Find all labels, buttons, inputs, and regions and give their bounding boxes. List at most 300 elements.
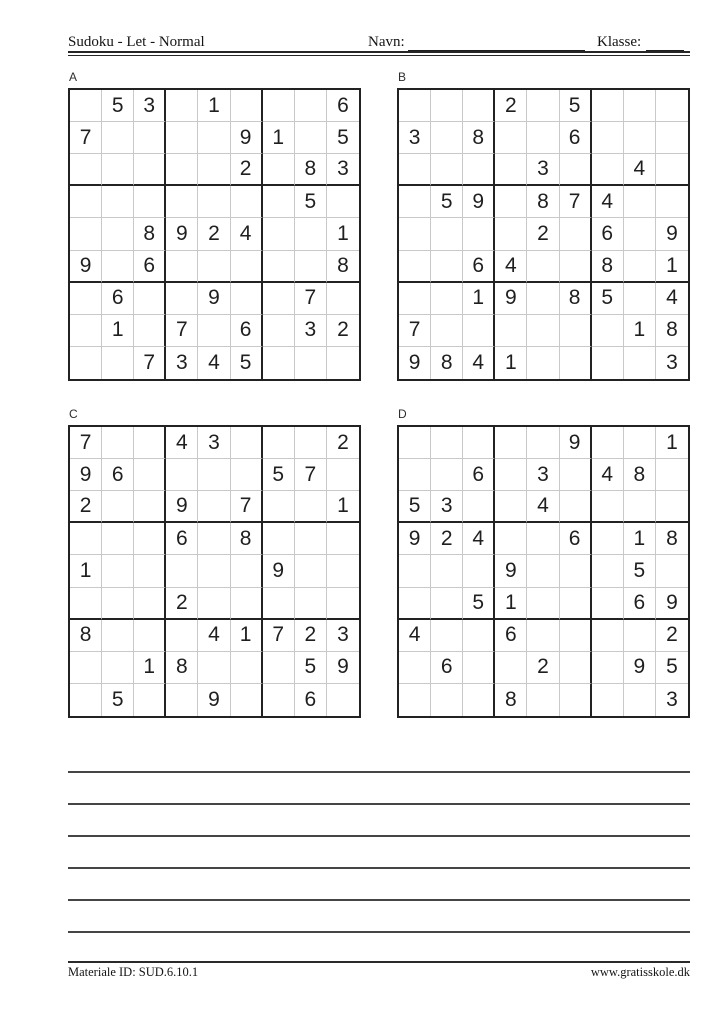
sudoku-cell: 8 [431,347,463,379]
sudoku-cell [166,251,198,283]
sudoku-cell [495,652,527,684]
sudoku-cell [592,555,624,587]
sudoku-cell: 9 [327,652,359,684]
sudoku-cell [399,218,431,250]
sudoku-cell [560,315,592,347]
sudoku-cell: 3 [198,427,230,459]
sudoku-cell: 4 [231,218,263,250]
sudoku-cell: 7 [166,315,198,347]
sudoku-cell: 5 [102,684,134,716]
sudoku-cell: 1 [134,652,166,684]
sudoku-cell: 5 [431,186,463,218]
sudoku-cell [431,283,463,315]
sudoku-cell: 3 [666,687,678,711]
sudoku-cell [624,620,656,652]
sudoku-cell [295,122,327,154]
sudoku-cell [624,347,656,379]
sudoku-cell [560,620,592,652]
sudoku-cell: 1 [327,491,359,523]
sudoku-cell [399,251,431,283]
sudoku-cell: 6 [134,251,166,283]
sudoku-cell [527,555,559,587]
sudoku-cell: 6 [463,459,495,491]
sudoku-cell [231,283,263,315]
sudoku-cell: 6 [295,684,327,716]
sudoku-cell: 2 [527,652,559,684]
sudoku-cell [656,491,688,523]
sudoku-cell: 9 [399,347,431,379]
writing-line [68,899,690,901]
sudoku-cell: 9 [463,186,495,218]
writing-lines-section [68,771,690,933]
sudoku-cell [231,684,263,716]
sudoku-cell [198,555,230,587]
sudoku-cell: 3 [527,154,559,186]
sudoku-cell [656,90,688,122]
sudoku-cell [263,684,295,716]
sudoku-cell [102,523,134,555]
sudoku-cell: 2 [527,218,559,250]
page-title: Sudoku - Let - Normal [68,34,205,50]
sudoku-cell [399,459,431,491]
sudoku-grid-a [68,88,361,381]
sudoku-cell [198,251,230,283]
sudoku-cell [431,218,463,250]
sudoku-cell [295,251,327,283]
sudoku-cell: 5 [295,186,327,218]
sudoku-cell [166,154,198,186]
sudoku-cell [198,186,230,218]
sudoku-cell [431,90,463,122]
sudoku-cell [198,652,230,684]
sudoku-cell: 7 [231,491,263,523]
sudoku-cell [295,588,327,620]
sudoku-cell [295,427,327,459]
sudoku-cell [134,555,166,587]
sudoku-cell [134,122,166,154]
sudoku-cell [431,684,463,716]
sudoku-cell: 5 [463,588,495,620]
sudoku-cell: 3 [134,90,166,122]
sudoku-grid-b [397,88,690,381]
sudoku-cell [399,283,431,315]
sudoku-cell [295,523,327,555]
sudoku-cell [134,427,166,459]
sudoku-cell [327,459,359,491]
sudoku-cell [592,427,624,459]
sudoku-cell [656,459,688,491]
sudoku-cell: 8 [527,186,559,218]
sudoku-cell: 2 [166,588,198,620]
sudoku-cell [656,186,688,218]
sudoku-cell: 8 [463,122,495,154]
sudoku-cell [327,186,359,218]
sudoku-cell [592,588,624,620]
sudoku-cell [134,620,166,652]
footer-rule [68,961,690,963]
puzzle-a [68,70,361,381]
website-text: www.gratisskole.dk [590,965,690,979]
sudoku-cell: 7 [560,186,592,218]
sudoku-cell [527,90,559,122]
sudoku-cell [231,555,263,587]
sudoku-cell [592,122,624,154]
sudoku-cell [198,588,230,620]
puzzle-d-label: D [398,407,407,421]
sudoku-cell: 7 [295,283,327,315]
sudoku-cell [198,491,230,523]
sudoku-cell: 9 [231,122,263,154]
sudoku-cell [327,347,359,379]
sudoku-cell [166,90,198,122]
sudoku-cell [463,491,495,523]
sudoku-cell [102,427,134,459]
sudoku-cell [399,555,431,587]
sudoku-cell [263,588,295,620]
sudoku-cell: 9 [656,588,688,620]
sudoku-cell [198,315,230,347]
sudoku-cell [70,154,102,186]
sudoku-cell: 1 [327,218,359,250]
sudoku-cell [463,684,495,716]
sudoku-cell [263,154,295,186]
sudoku-cell: 4 [624,154,656,186]
sudoku-cell: 6 [592,218,624,250]
sudoku-cell: 5 [231,347,263,379]
sudoku-cell [592,491,624,523]
sudoku-cell [102,652,134,684]
sudoku-cell: 5 [263,459,295,491]
sudoku-cell: 3 [327,620,359,652]
sudoku-cell [399,684,431,716]
sudoku-cell [102,347,134,379]
sudoku-cell [495,491,527,523]
sudoku-cell [560,251,592,283]
sudoku-cell: 5 [656,652,688,684]
sudoku-cell [527,523,559,555]
sudoku-cell [70,315,102,347]
sudoku-cell [463,315,495,347]
sudoku-cell [495,427,527,459]
sudoku-cell [560,218,592,250]
sudoku-cell: 8 [656,523,688,555]
sudoku-cell: 4 [495,251,527,283]
sudoku-cell: 9 [495,555,527,587]
material-id-text: Materiale ID: SUD.6.10.1 [68,965,199,979]
sudoku-cell [102,154,134,186]
sudoku-cell: 5 [560,90,592,122]
puzzle-a-label: A [69,70,78,84]
sudoku-cell [134,283,166,315]
sudoku-cell [431,555,463,587]
sudoku-cell [166,186,198,218]
sudoku-cell: 5 [327,122,359,154]
sudoku-cell: 9 [70,251,102,283]
sudoku-cell [560,154,592,186]
sudoku-cell [102,620,134,652]
sudoku-cell: 6 [102,283,134,315]
sudoku-cell: 4 [592,186,624,218]
sudoku-cell [263,315,295,347]
sudoku-cell [327,588,359,620]
sudoku-cell [624,283,656,315]
sudoku-cell [527,122,559,154]
sudoku-cell: 2 [70,491,102,523]
sudoku-cell: 8 [560,283,592,315]
sudoku-cell [231,427,263,459]
sudoku-cell: 3 [666,350,678,374]
sudoku-cell: 2 [327,427,359,459]
sudoku-cell [656,555,688,587]
sudoku-cell: 5 [295,652,327,684]
sudoku-cell: 9 [624,652,656,684]
sudoku-cell: 5 [592,283,624,315]
sudoku-cell [495,523,527,555]
puzzle-d [397,407,690,718]
sudoku-cell [327,283,359,315]
sudoku-cell [624,427,656,459]
sudoku-cell [624,218,656,250]
sudoku-cell [624,491,656,523]
sudoku-cell [166,620,198,652]
sudoku-cell [431,251,463,283]
sudoku-cell [263,652,295,684]
sudoku-cell: 1 [624,523,656,555]
sudoku-cell [560,347,592,379]
sudoku-cell [263,283,295,315]
sudoku-cell [399,186,431,218]
sudoku-cell: 9 [198,684,230,716]
sudoku-cell: 5 [102,90,134,122]
sudoku-cell: 1 [102,315,134,347]
sudoku-cell [592,315,624,347]
sudoku-cell [560,491,592,523]
sudoku-cell [624,684,656,716]
writing-line [68,867,690,869]
sudoku-cell: 4 [399,620,431,652]
sudoku-cell [431,588,463,620]
sudoku-cell: 1 [463,283,495,315]
sudoku-cell: 4 [463,523,495,555]
sudoku-cell [431,122,463,154]
sudoku-cell [624,122,656,154]
puzzle-c [68,407,361,718]
sudoku-cell: 9 [166,491,198,523]
sudoku-cell [198,459,230,491]
sudoku-cell [527,588,559,620]
sudoku-cell: 4 [592,459,624,491]
sudoku-cell [624,251,656,283]
sudoku-cell: 7 [70,122,102,154]
sudoku-cell [431,459,463,491]
sudoku-cell [327,523,359,555]
sudoku-cell [70,588,102,620]
sudoku-cell: 9 [560,427,592,459]
sudoku-cell: 9 [656,218,688,250]
sudoku-cell: 4 [463,347,495,379]
sudoku-cell: 8 [134,218,166,250]
sudoku-cell [166,555,198,587]
sudoku-cell: 6 [624,588,656,620]
sudoku-cell [399,154,431,186]
writing-line [68,803,690,805]
sudoku-cell [463,620,495,652]
sudoku-cell [592,620,624,652]
sudoku-cell: 1 [495,347,527,379]
writing-line [68,771,690,773]
sudoku-cell: 3 [327,154,359,186]
sudoku-cell [263,491,295,523]
sudoku-cell: 4 [166,427,198,459]
sudoku-cell: 7 [70,427,102,459]
sudoku-cell [231,588,263,620]
sudoku-cell [134,459,166,491]
sudoku-cell [263,90,295,122]
sudoku-cell [495,154,527,186]
puzzle-c-label: C [69,407,78,421]
sudoku-cell [560,555,592,587]
sudoku-cell [134,523,166,555]
sudoku-cell: 9 [166,218,198,250]
sudoku-cell [463,427,495,459]
sudoku-cell [463,154,495,186]
sudoku-cell [495,315,527,347]
sudoku-cell: 9 [198,283,230,315]
sudoku-cell [431,620,463,652]
sudoku-cell: 9 [399,523,431,555]
sudoku-cell [592,154,624,186]
sudoku-cell: 6 [463,251,495,283]
sudoku-cell: 8 [656,315,688,347]
sudoku-cell [70,652,102,684]
sudoku-cell [495,186,527,218]
sudoku-cell: 3 [295,315,327,347]
sudoku-cell [495,218,527,250]
sudoku-cell [102,491,134,523]
sudoku-cell: 6 [102,459,134,491]
sudoku-cell: 7 [295,459,327,491]
sudoku-cell [463,555,495,587]
sudoku-cell [527,283,559,315]
sudoku-cell [495,122,527,154]
sudoku-cell [70,283,102,315]
sudoku-cell [263,186,295,218]
sudoku-cell [102,555,134,587]
puzzle-b [397,70,690,381]
sudoku-cell [295,491,327,523]
sudoku-cell [70,347,102,379]
sudoku-cell [399,588,431,620]
sudoku-cell [527,684,559,716]
sudoku-cell [231,186,263,218]
sudoku-cell [70,186,102,218]
sudoku-cell [231,90,263,122]
sudoku-cell: 2 [656,620,688,652]
sudoku-cell: 6 [166,523,198,555]
sudoku-cell [231,251,263,283]
sudoku-cell [198,122,230,154]
sudoku-cell [263,523,295,555]
sudoku-cell [70,684,102,716]
sudoku-cell [166,283,198,315]
sudoku-cell: 2 [327,315,359,347]
sudoku-cell [102,122,134,154]
sudoku-cell: 5 [624,555,656,587]
sudoku-cell [327,555,359,587]
sudoku-cell: 6 [495,620,527,652]
sudoku-cell [295,347,327,379]
sudoku-cell [560,588,592,620]
sudoku-cell [463,90,495,122]
puzzle-b-label: B [398,70,407,84]
sudoku-cell [327,684,359,716]
sudoku-cell: 2 [295,620,327,652]
sudoku-cell [560,459,592,491]
sudoku-cell [592,652,624,684]
sudoku-cell [263,347,295,379]
sudoku-cell [560,684,592,716]
sudoku-cell [527,347,559,379]
sudoku-cell [463,218,495,250]
name-label: Navn: [368,34,405,50]
sudoku-cell: 8 [166,652,198,684]
sudoku-cell: 3 [527,459,559,491]
sudoku-cell: 8 [70,620,102,652]
sudoku-cell [624,186,656,218]
sudoku-cell: 6 [560,122,592,154]
sudoku-cell [166,122,198,154]
sudoku-cell [431,154,463,186]
sudoku-cell [134,491,166,523]
sudoku-cell: 3 [399,122,431,154]
sudoku-cell [295,218,327,250]
writing-line [68,835,690,837]
sudoku-cell: 4 [656,283,688,315]
class-label: Klasse: [597,34,642,50]
sudoku-cell [263,251,295,283]
sudoku-cell [295,90,327,122]
sudoku-cell: 1 [231,620,263,652]
sudoku-cell: 2 [431,523,463,555]
sudoku-cell: 5 [399,491,431,523]
sudoku-cell [102,186,134,218]
sudoku-cell: 9 [495,283,527,315]
sudoku-cell [134,684,166,716]
sudoku-cell [134,154,166,186]
sudoku-cell: 8 [295,154,327,186]
sudoku-cell [431,315,463,347]
header-rule [68,51,690,56]
sudoku-cell: 1 [624,315,656,347]
sudoku-cell [399,90,431,122]
sudoku-cell [592,347,624,379]
sudoku-cell [102,218,134,250]
sudoku-cell [527,251,559,283]
sudoku-cell: 9 [70,459,102,491]
sudoku-cell: 2 [231,154,263,186]
sudoku-cell: 6 [231,315,263,347]
sudoku-cell: 4 [527,491,559,523]
sudoku-cell: 1 [656,427,688,459]
sudoku-cell: 1 [198,90,230,122]
sudoku-cell: 2 [495,90,527,122]
sudoku-cell [592,684,624,716]
sudoku-cell: 6 [560,523,592,555]
sudoku-cell [495,459,527,491]
sudoku-cell [231,652,263,684]
sudoku-cell [70,90,102,122]
sudoku-cell [134,186,166,218]
